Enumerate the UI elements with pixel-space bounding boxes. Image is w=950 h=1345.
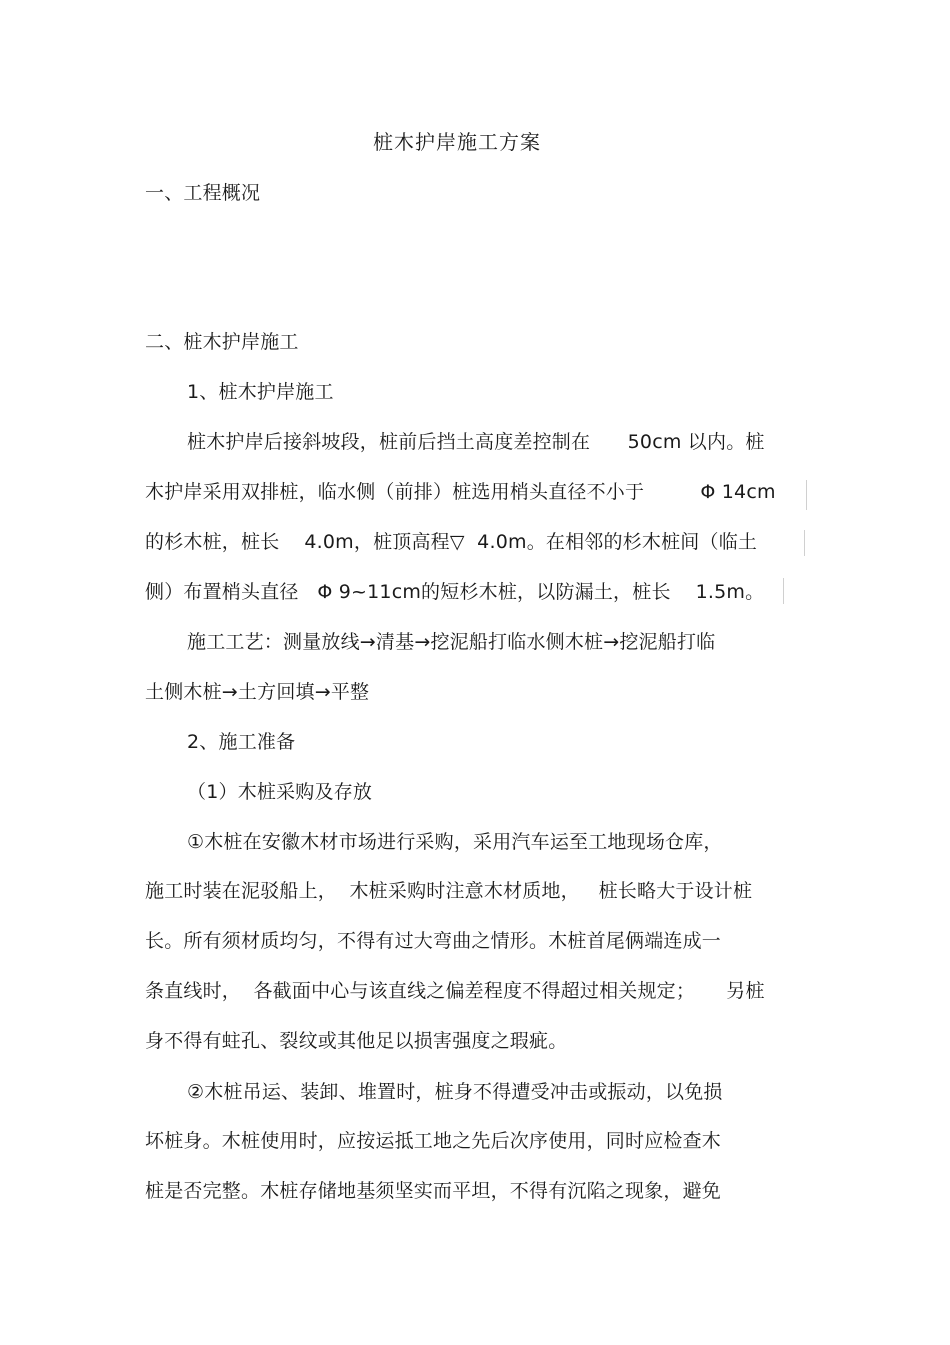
paragraph-line: 的杉木桩，桩长 4.0m，桩顶高程▽ 4.0m。在相邻的杉木桩间（临土 xyxy=(145,531,758,553)
paragraph-line: 长。所有须材质均匀，不得有过大弯曲之情形。木桩首尾俩端连成一 xyxy=(145,930,722,952)
paragraph-line: ①木桩在安徽木材市场进行采购，采用汽车运至工地现场仓库， xyxy=(187,831,723,853)
paragraph-line: 侧）布置梢头直径 Φ 9~11cm的短杉木桩，以防漏土，桩长 1.5m。 xyxy=(145,581,765,603)
margin-rule xyxy=(806,480,807,510)
paragraph-line: 木护岸采用双排桩，临水侧（前排）桩选用梢头直径不小于 Φ 14cm xyxy=(145,481,776,503)
margin-rule xyxy=(783,578,784,604)
process-line: 土侧木桩→土方回填→平整 xyxy=(145,681,370,703)
section-heading-overview: 一、工程概况 xyxy=(145,182,261,204)
process-line: 施工工艺：测量放线→清基→挖泥船打临水侧木桩→挖泥船打临 xyxy=(187,631,716,653)
paragraph-line: ②木桩吊运、装卸、堆置时，桩身不得遭受冲击或振动，以免损 xyxy=(187,1081,723,1103)
paragraph-line: 桩木护岸后接斜坡段，桩前后挡土高度差控制在 50cm 以内。桩 xyxy=(187,431,765,453)
paragraph-line: 条直线时， 各截面中心与该直线之偏差程度不得超过相关规定； 另桩 xyxy=(145,980,765,1002)
document-title: 桩木护岸施工方案 xyxy=(373,130,541,154)
paragraph-line: 桩是否完整。木桩存储地基须坚实而平坦，不得有沉陷之现象，避免 xyxy=(145,1180,722,1202)
subsection-heading-purchase-storage: （1）木桩采购及存放 xyxy=(187,781,373,803)
subsection-heading-preparation: 2、施工准备 xyxy=(187,731,296,753)
paragraph-line: 施工时装在泥驳船上， 木桩采购时注意木材质地， 桩长略大于设计桩 xyxy=(145,880,753,902)
section-heading-construction: 二、桩木护岸施工 xyxy=(145,331,299,353)
paragraph-line: 身不得有蛀孔、裂纹或其他足以损害强度之瑕疵。 xyxy=(145,1030,568,1052)
paragraph-line: 坏桩身。木桩使用时，应按运抵工地之先后次序使用，同时应检查木 xyxy=(145,1130,722,1152)
subsection-heading-pile-revetment: 1、桩木护岸施工 xyxy=(187,381,334,403)
margin-rule xyxy=(804,530,805,556)
